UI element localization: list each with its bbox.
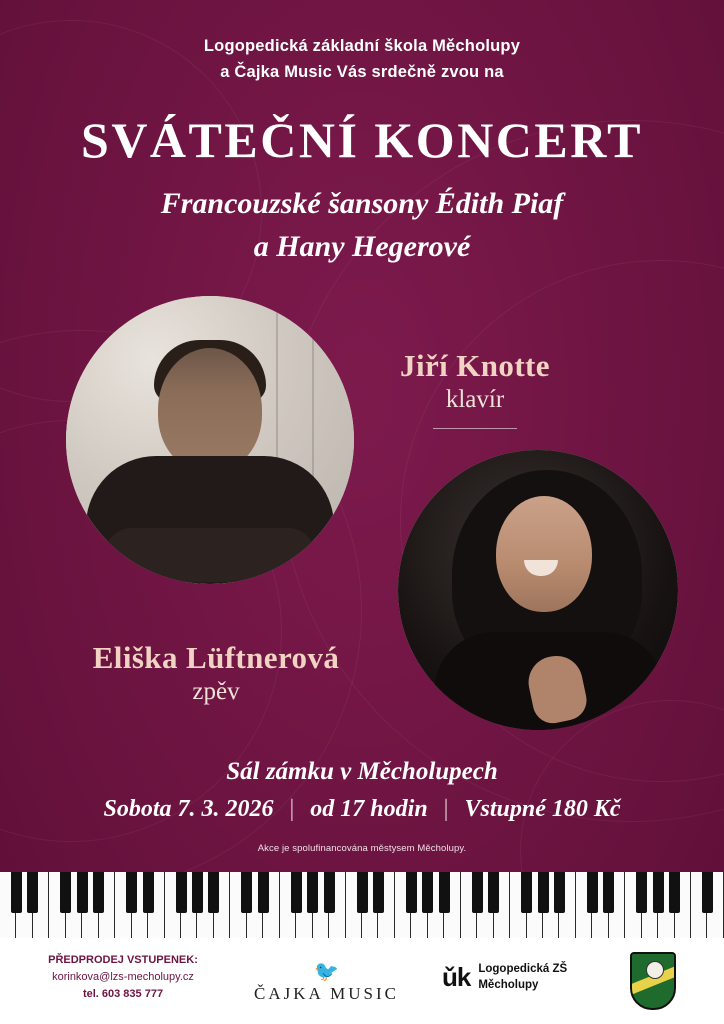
piano-white-key [362,872,378,938]
piano-white-key [115,872,131,938]
piano-white-key [642,872,658,938]
piano-white-key [378,872,394,938]
piano-white-key [707,872,723,938]
piano-white-key [181,872,197,938]
crest-shield [630,952,676,1010]
performer-photo-singer [398,450,678,730]
performer-photo-pianist [66,296,354,584]
lzs-line-1: Logopedická ZŠ [478,963,568,975]
piano-white-key [247,872,263,938]
lzs-label [478,962,567,993]
piano-white-key [411,872,427,938]
piano-white-key [461,872,477,938]
piano-white-key [444,872,460,938]
event-price: Vstupné 180 Kč [464,796,621,822]
piano-white-key [625,872,641,938]
piano-white-key [16,872,32,938]
detail-separator: | [289,796,295,822]
event-details-line [0,796,724,823]
organizer-line-2: a Čajka Music Vás srdečně zvou na [220,62,504,81]
piano-white-key [230,872,246,938]
piano-white-key [132,872,148,938]
portrait-face [158,348,262,472]
performer-name: Jiří Knotte [400,348,550,383]
presale-email[interactable]: korinkova@lzs-mecholupy.cz [52,971,194,984]
detail-separator: | [443,796,449,822]
piano-white-key [395,872,411,938]
cajka-music-logo [244,962,409,1004]
piano-white-key [675,872,691,938]
organizer-block [0,0,724,85]
piano-white-key [477,872,493,938]
subtitle-line-2: a Hany Hegerové [253,229,471,263]
piano-white-key [0,872,16,938]
piano-white-key [313,872,329,938]
piano-white-key [49,872,65,938]
lzs-mark-icon: ǔk [442,962,471,993]
presale-info [18,952,228,1003]
piano-white-key [346,872,362,938]
page-title: SVÁTEČNÍ KONCERT [81,112,643,169]
piano-white-key [691,872,707,938]
piano-white-key [99,872,115,938]
performer-credit-singer [66,640,366,706]
piano-white-key [296,872,312,938]
piano-white-key [428,872,444,938]
piano-white-key [576,872,592,938]
piano-white-key [527,872,543,938]
piano-white-key [592,872,608,938]
organizer-line-1: Logopedická základní škola Měcholupy [203,37,521,55]
performer-credit-pianist [340,348,610,429]
funding-note: Akce je spolufinancována městysem Měcholupy. [257,843,467,854]
piano-white-key [559,872,575,938]
piano-white-key [280,872,296,938]
divider [433,428,517,429]
piano-white-key [197,872,213,938]
lzs-line-2: Měcholupy [478,978,539,991]
lzs-logo [442,962,567,993]
presale-heading: PŘEDPRODEJ VSTUPENEK: [48,954,198,966]
piano-white-key [148,872,164,938]
piano-white-key [510,872,526,938]
poster-subtitle [0,183,724,268]
piano-white-key [66,872,82,938]
performer-name: Eliška Lüftnerová [92,640,340,675]
venue-line: Sál zámku v Měcholupech [226,758,498,785]
piano-white-key [82,872,98,938]
performer-role: klavír [445,386,505,413]
cajka-music-label: ČAJKA MUSIC [254,984,399,1003]
portrait-face [496,496,592,612]
piano-white-key [165,872,181,938]
footer-bar [0,938,724,1024]
performer-role: zpěv [192,678,240,705]
piano-white-key [263,872,279,938]
event-time: od 17 hodin [310,796,428,822]
piano-white-key [658,872,674,938]
piano-white-key [33,872,49,938]
crest-emblem [646,961,664,979]
piano-keyboard-graphic [0,872,724,938]
subtitle-line-1: Francouzské šansony Édith Piaf [160,187,564,221]
presale-phone: tel. 603 835 777 [82,988,164,1001]
piano-white-key [329,872,345,938]
portrait-arms [105,528,315,582]
piano-white-key [609,872,625,938]
bird-icon: 🐦 [314,961,339,983]
event-date: Sobota 7. 3. 2026 [103,796,274,822]
piano-white-key [494,872,510,938]
piano-white-key [214,872,230,938]
municipal-crest-icon [630,952,676,1010]
piano-white-key [543,872,559,938]
